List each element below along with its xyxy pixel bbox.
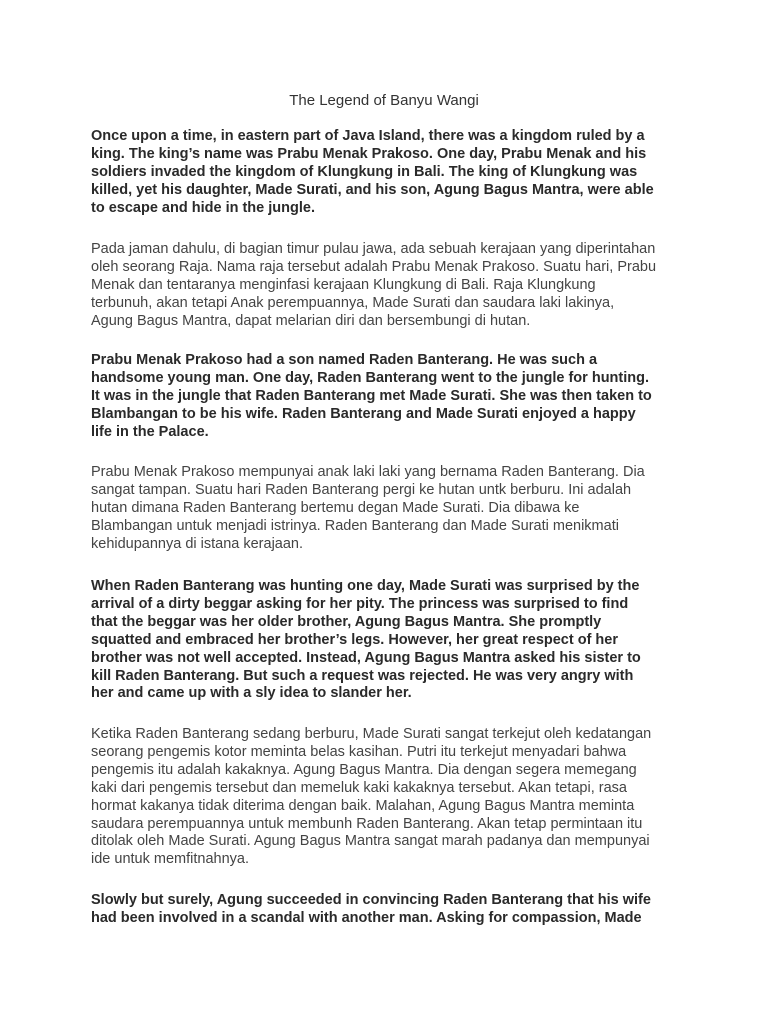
text-line: Blambangan untuk menjadi istrinya. Raden Banterang dan Made Surati menikmati	[91, 517, 619, 534]
text-line: kehidupannya di istana kerajaan.	[91, 535, 304, 552]
text-line: brother was not well accepted. Instead, Agung Bagus Mantra asked his sister to	[91, 649, 641, 666]
text-line: Agung Bagus Mantra, dapat melarian diri dan bersembungi di hutan.	[91, 312, 531, 329]
text-line: Blambangan to be his wife. Raden Banterang and Made Surati enjoyed a happy	[91, 405, 636, 422]
text-line: kill Raden Banterang. But such a request was rejected. He was very angry with	[91, 667, 634, 684]
paragraph-indonesian-2	[91, 464, 691, 554]
text-line: had been involved in a scandal with another man. Asking for compassion, Made	[91, 909, 642, 926]
text-line: that the beggar was her older brother, Agung Bagus Mantra. She promptly	[91, 613, 602, 630]
text-line: hutan dimana Raden Banterang bertemu degan Made Surati. Dia dibawa ke	[91, 499, 580, 516]
text-line: ide untuk memfitnahnya.	[91, 851, 249, 868]
text-line: handsome young man. One day, Raden Banterang went to the jungle for hunting.	[91, 369, 650, 386]
paragraph-indonesian-3	[91, 726, 691, 869]
paragraph-english-1	[91, 128, 691, 218]
text-line: terbunuh, akan tetapi Anak perempuannya, Made Surati dan saudara laki lakinya,	[91, 294, 615, 311]
text-line: Slowly but surely, Agung succeeded in convincing Raden Banterang that his wife	[91, 892, 651, 908]
paragraph-english-2	[91, 352, 691, 442]
text-line: Prabu Menak Prakoso mempunyai anak laki laki yang bernama Raden Banterang. Dia	[91, 464, 645, 480]
text-line: hormat kakanya tidak diterima dengan baik. Malahan, Agung Bagus Mantra meminta	[91, 797, 635, 814]
text-line: kaki dari pengemis tersebut dan memeluk kaki kakaknya tersebut. Akan tetapi, rasa	[91, 779, 627, 796]
text-line: Prabu Menak Prakoso had a son named Raden Banterang. He was such a	[91, 352, 598, 368]
text-line: Menak dan tentaranya menginfasi kerajaan Klungkung di Bali. Raja Klungkung	[91, 276, 596, 293]
text-line: soldiers invaded the kingdom of Klungkung in Bali. The king of Klungkung was	[91, 163, 638, 180]
text-line: Ketika Raden Banterang sedang berburu, Made Surati sangat terkejut oleh kedatangan	[91, 726, 652, 742]
text-line: sangat tampan. Suatu hari Raden Banterang pergi ke hutan untk berburu. Ini adalah	[91, 481, 632, 498]
text-line: saudara perempuannya untuk membunh Raden Banterang. Akan tetap permintaan itu	[91, 815, 643, 832]
text-line: pengemis itu adalah kakaknya. Agung Bagus Mantra. Dia dengan segera memegang	[91, 761, 637, 778]
text-line: It was in the jungle that Raden Banterang met Made Surati. She was then taken to	[91, 387, 652, 404]
text-line: arrival of a dirty beggar asking for her pity. The princess was surprised to find	[91, 595, 629, 612]
text-line: to escape and hide in the jungle.	[91, 199, 315, 216]
text-line: her and came up with a sly idea to slander her.	[91, 685, 412, 702]
text-line: ditolak oleh Made Surati. Agung Bagus Mantra sangat marah padanya dan mempunyai	[91, 833, 650, 850]
text-line: Once upon a time, in eastern part of Java Island, there was a kingdom ruled by a	[91, 128, 645, 144]
paragraph-indonesian-1	[91, 241, 691, 331]
text-line: Pada jaman dahulu, di bagian timur pulau jawa, ada sebuah kerajaan yang diperintahan	[91, 241, 656, 257]
text-line: killed, yet his daughter, Made Surati, and his son, Agung Bagus Mantra, were able	[91, 181, 654, 198]
text-line: When Raden Banterang was hunting one day, Made Surati was surprised by the	[91, 578, 640, 594]
document-title: The Legend of Banyu Wangi	[289, 92, 479, 109]
text-line: life in the Palace.	[91, 423, 209, 440]
text-line: king. The king’s name was Prabu Menak Prakoso. One day, Prabu Menak and his	[91, 145, 647, 162]
text-line: seorang pengemis kotor meminta belas kasihan. Putri itu terkejut menyadari bahwa	[91, 743, 627, 760]
text-line: oleh seorang Raja. Nama raja tersebut adalah Prabu Menak Prakoso. Suatu hari, Prabu	[91, 258, 657, 275]
paragraph-english-4	[91, 892, 691, 928]
text-line: squatted and embraced her brother’s legs. However, her great respect of her	[91, 631, 618, 648]
paragraph-english-3	[91, 578, 691, 703]
